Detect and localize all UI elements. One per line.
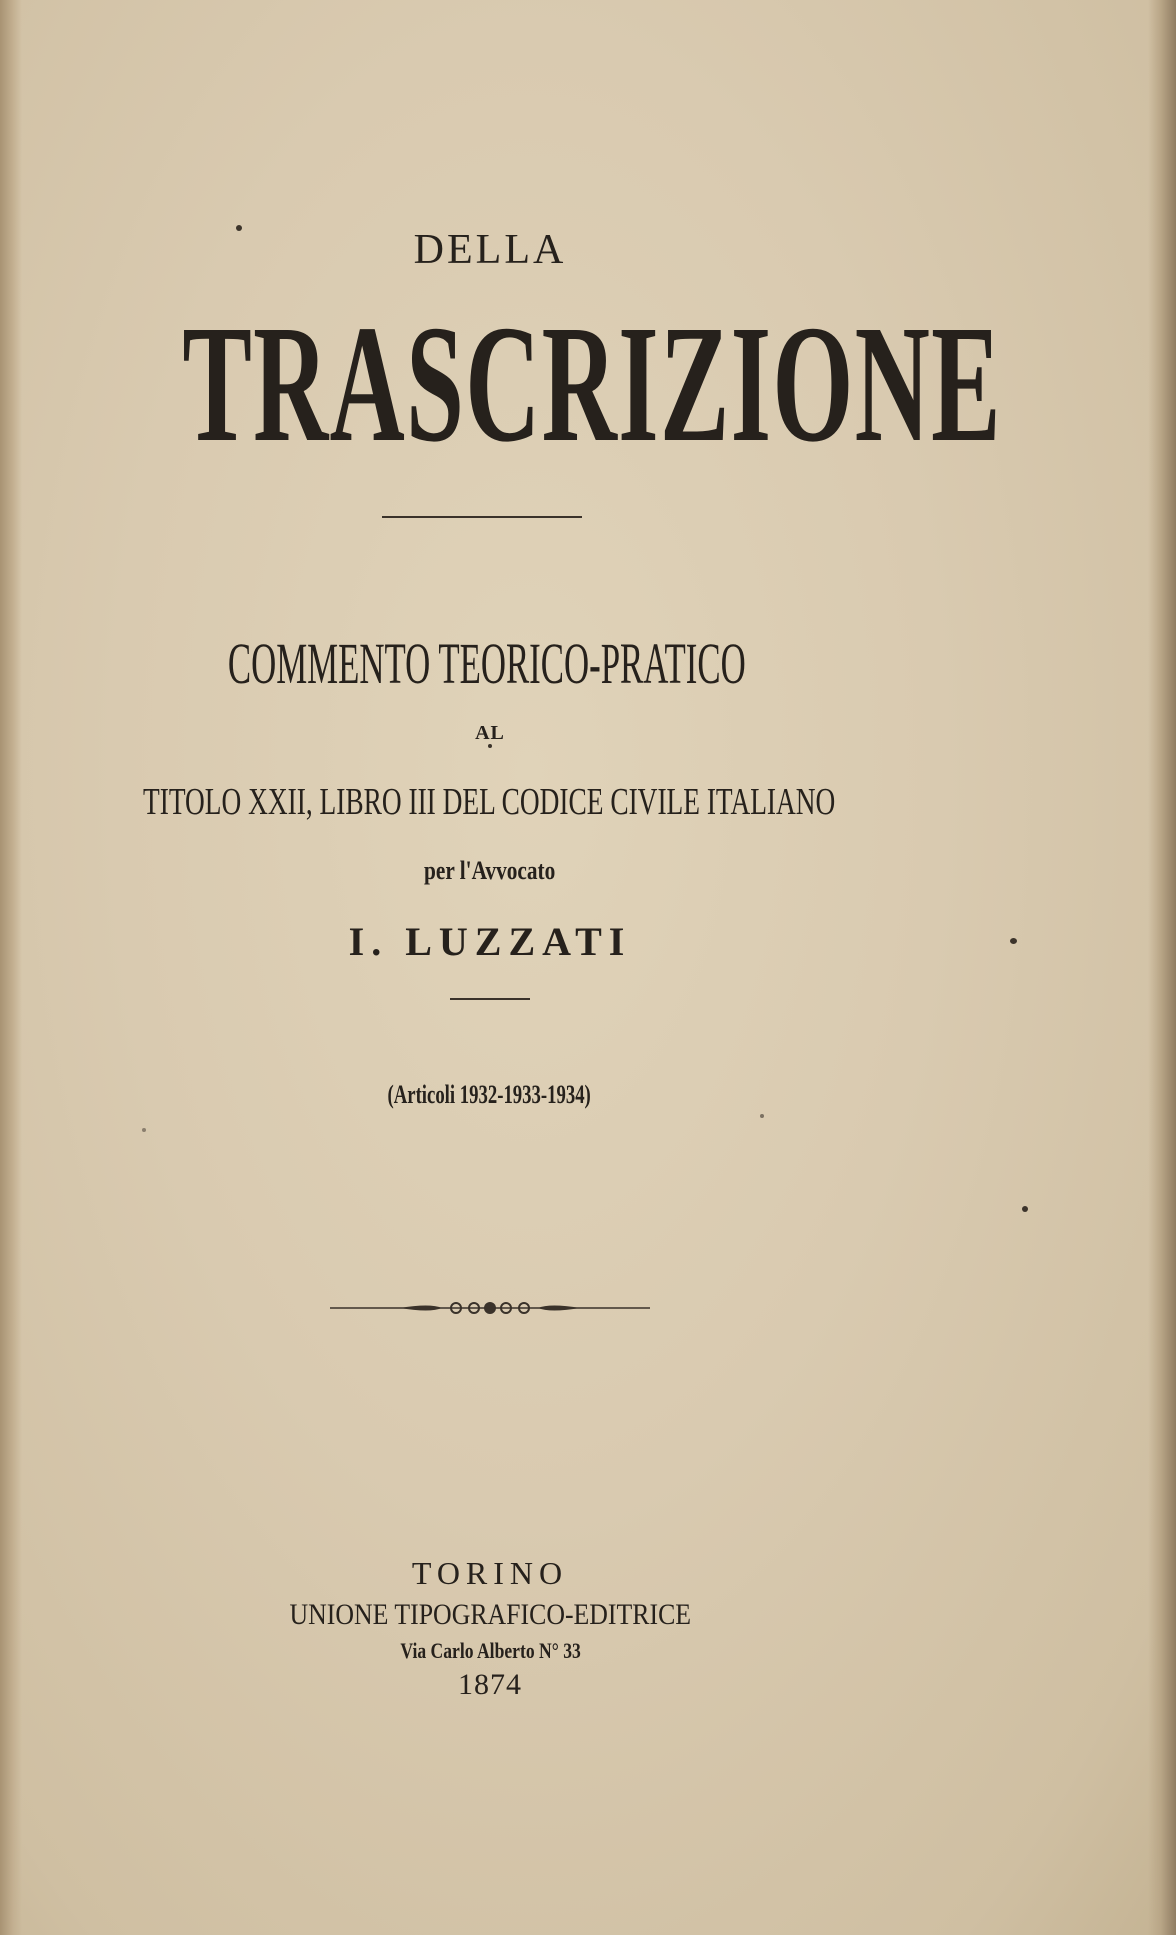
author-prefix: per l'Avvocato xyxy=(424,856,556,885)
subtitle: COMMENTO TEORICO-PRATICO xyxy=(227,631,746,696)
publication-city: TORINO xyxy=(411,1555,569,1591)
page-left-edge xyxy=(0,0,22,1935)
ink-speck xyxy=(1010,938,1017,944)
publisher-address: Via Carlo Alberto N° 33 xyxy=(400,1638,581,1663)
ink-speck xyxy=(142,1128,146,1132)
main-title: TRASCRIZIONE xyxy=(182,291,1002,477)
title-divider-rule xyxy=(382,516,582,518)
code-reference: TITOLO XXII, LIBRO III DEL CODICE CIVILE ITALIANO xyxy=(143,781,836,823)
author-divider-rule xyxy=(450,998,530,1000)
ink-speck xyxy=(488,744,492,748)
publisher-name: UNIONE TIPOGRAFICO-EDITRICE xyxy=(289,1598,692,1631)
author-name: I. LUZZATI xyxy=(348,919,632,964)
articles-range: (Articoli 1932-1933-1934) xyxy=(387,1080,591,1109)
ornamental-divider xyxy=(330,1294,650,1322)
page-right-edge xyxy=(1148,0,1176,1935)
ink-speck xyxy=(1022,1206,1028,1212)
pre-title: DELLA xyxy=(413,227,567,273)
publication-year: 1874 xyxy=(458,1668,522,1701)
connector-text: AL xyxy=(475,722,505,744)
ink-speck xyxy=(760,1114,764,1118)
ink-speck xyxy=(236,225,242,231)
